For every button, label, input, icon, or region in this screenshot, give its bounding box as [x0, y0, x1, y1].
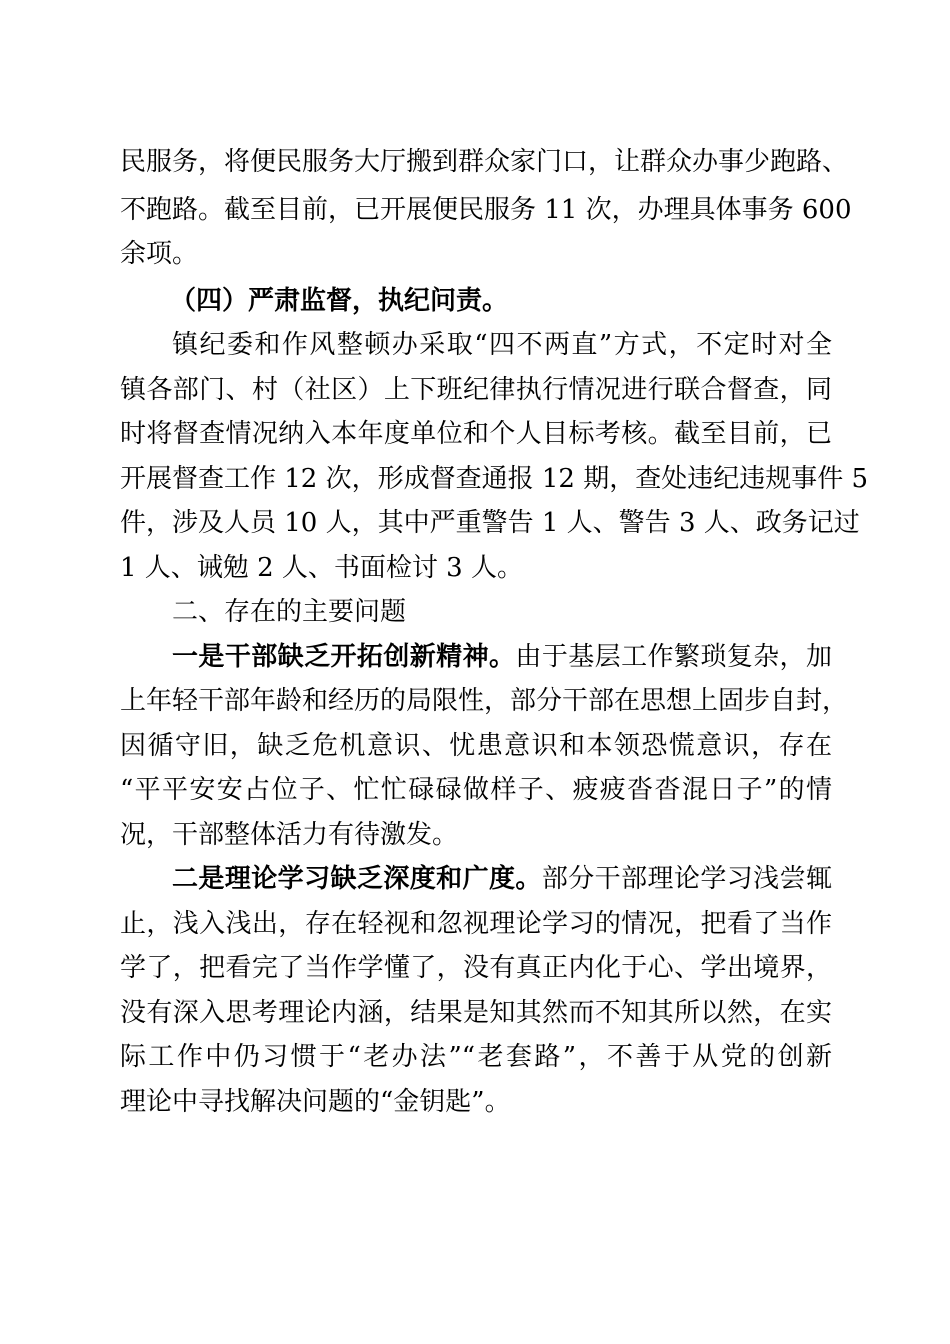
paragraph-line: 理论中寻找解决问题的“金钥匙”。 [120, 1087, 511, 1117]
section-two-heading: 二、存在的主要问题 [172, 597, 407, 627]
problem-two-text: 部分干部理论学习浅尝辄 [541, 864, 832, 894]
paragraph-line: 没有深入思考理论内涵，结果是知其然而不知其所以然，在实 [120, 998, 832, 1028]
paragraph-line: 余项。 [120, 239, 199, 269]
paragraph-line: 镇各部门、村（社区）上下班纪律执行情况进行联合督查，同 [120, 375, 832, 405]
paragraph-line: 件，涉及人员 10 人，其中严重警告 1 人、警告 3 人、政务记过 [120, 508, 860, 538]
problem-two-lead: 二是理论学习缺乏深度和广度。 [172, 864, 542, 894]
paragraph-line: 止，浅入浅出，存在轻视和忽视理论学习的情况，把看了当作 [120, 909, 832, 939]
paragraph-line: 1 人、诫勉 2 人、书面检讨 3 人。 [120, 553, 523, 583]
paragraph-line: 镇纪委和作风整顿办采取“四不两直”方式，不定时对全 [172, 330, 832, 360]
problem-one-first-line [172, 637, 832, 677]
section-four-heading: （四）严肃监督，执纪问责。 [170, 286, 509, 316]
paragraph-line: 因循守旧，缺乏危机意识、忧患意识和本领恐慌意识，存在 [120, 731, 832, 761]
paragraph-line: 不跑路。截至目前，已开展便民服务 11 次，办理具体事务 600 [120, 195, 852, 225]
problem-one-text: 由于基层工作繁琐复杂，加 [515, 642, 832, 672]
paragraph-line: 时将督查情况纳入本年度单位和个人目标考核。截至目前，已 [120, 419, 832, 449]
paragraph-line: 开展督查工作 12 次，形成督查通报 12 期，查处违纪违规事件 5 [120, 464, 869, 494]
paragraph-line: “平平安安占位子、忙忙碌碌做样子、疲疲沓沓混日子”的情 [120, 775, 832, 805]
paragraph-line: 学了，把看完了当作学懂了，没有真正内化于心、学出境界， [120, 953, 832, 983]
paragraph-line: 上年轻干部年龄和经历的局限性，部分干部在思想上固步自封， [120, 686, 849, 716]
problem-one-lead: 一是干部缺乏开拓创新精神。 [172, 642, 516, 672]
paragraph-line: 际工作中仍习惯于“老办法”“老套路”，不善于从党的创新 [120, 1042, 832, 1072]
paragraph-line: 民服务，将便民服务大厅搬到群众家门口，让群众办事少跑路、 [120, 147, 849, 177]
problem-two-first-line [172, 859, 832, 899]
paragraph-line: 况，干部整体活力有待激发。 [120, 820, 459, 850]
